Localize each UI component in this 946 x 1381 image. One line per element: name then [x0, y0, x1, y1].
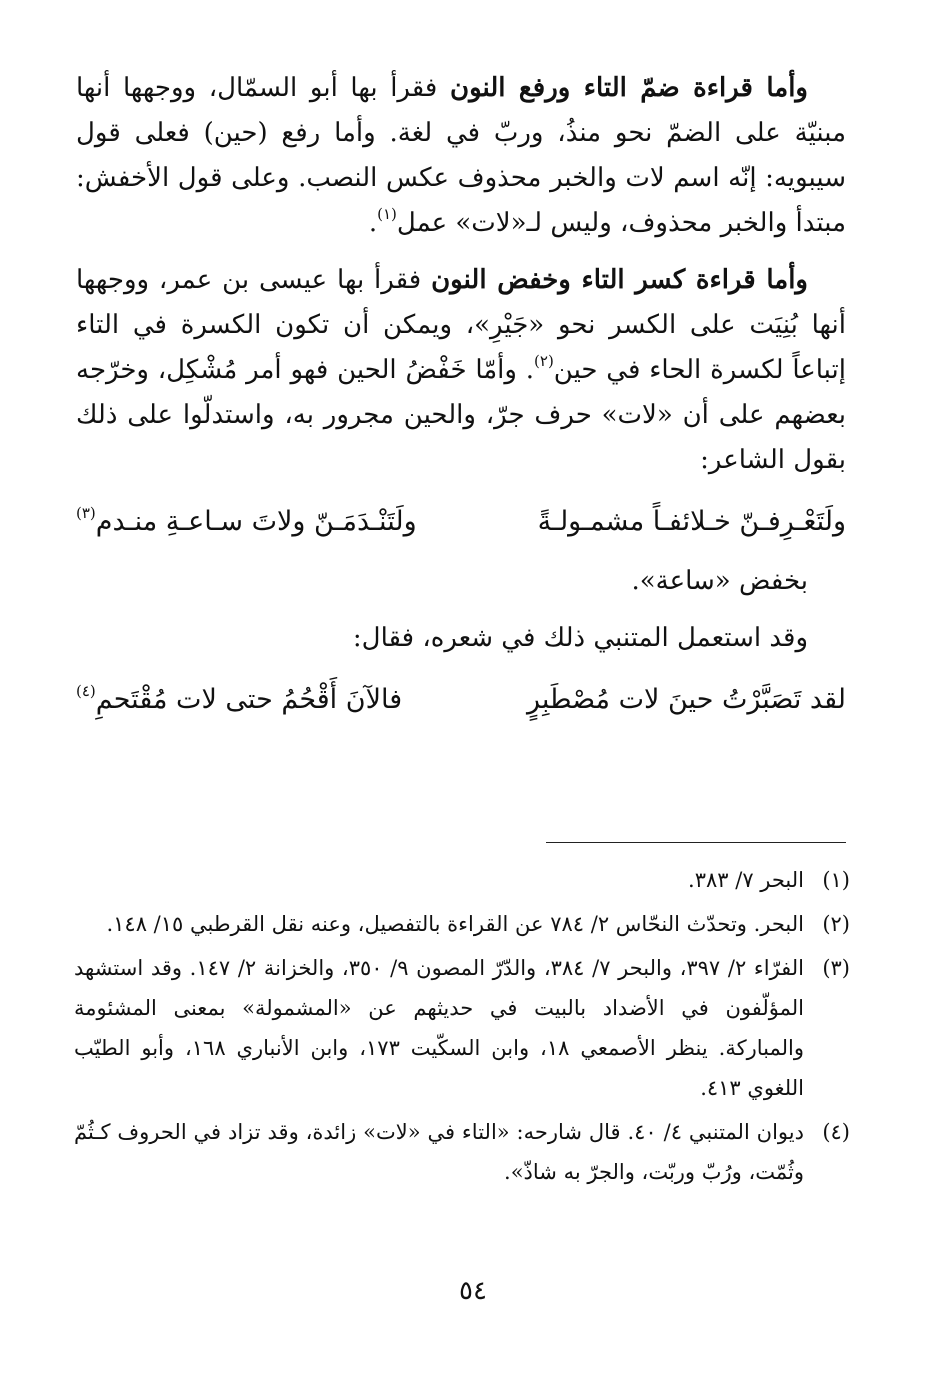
paragraph-text-continued: . وأمّا خَفْضُ الحين فهو أمر مُشْكِل، وخرّجه بعضهم على أن «لات» حرف جرّ، والحين مجرور به، واستدلّوا على ذلك بقول الشاعر: — [76, 355, 846, 475]
verse-second-text: ولَتَنْـدَمَـنّ ولاتَ سـاعـةِ منـدم — [95, 506, 417, 537]
paragraph-damm-reading — [76, 66, 846, 246]
footnote-text: الفرّاء ٢/ ٣٩٧، والبحر ٧/ ٣٨٤، والدّرّ المصون ٩/ ٣٥٠، والخزانة ٢/ ١٤٧. وقد استشهد المؤلّفون في الأضداد بالبيت في حديثهم عن «المشمولة» بمعنى المشئومة والمباركة. ينظر الأصمعي ١٨، وابن السكّيت ١٧٣، وابن الأنباري ١٦٨، وأبو الطيّب اللغوي ٤١٣. — [74, 956, 805, 1100]
footnote-number: (٤) — [822, 1120, 850, 1144]
verse-second-hemistich — [76, 673, 402, 727]
verse-second-text: فالآنَ أَقْحُمُ حتى لات مُقْتَحمِ — [95, 684, 403, 715]
verse-line-mutanabbi — [76, 673, 846, 727]
footnote-text: البحر ٧/ ٣٨٣. — [688, 868, 804, 892]
footnote — [74, 904, 850, 944]
footnote-text: ديوان المتنبي ٤/ ٤٠. قال شارحه: «التاء في «لات» زائدة، وقد تزاد في الحروف كـثُمّ وثُمّت، ورُبّ وربّت، والجرّ به شاذّ». — [74, 1120, 804, 1184]
footnote-ref: (٤) — [76, 682, 96, 700]
footnote-text: البحر. وتحدّث النحّاس ٢/ ٧٨٤ عن القراءة بالتفصيل، وعنه نقل القرطبي ١٥/ ١٤٨. — [106, 912, 804, 936]
paragraph-heading: وأما قراءة ضمّ التاء ورفع النون — [450, 73, 808, 103]
footnote-ref: (٣) — [76, 504, 96, 522]
verse-line — [76, 495, 846, 549]
footnote — [74, 1112, 850, 1192]
paragraph-mutanabbi-intro: وقد استعمل المتنبي ذلك في شعره، فقال: — [352, 623, 808, 653]
footnote-ref: (١) — [377, 205, 397, 223]
paragraph-end: . — [368, 208, 378, 238]
footnote-number: (١) — [822, 868, 850, 892]
paragraph-text: فقرأ بها أبو السمّال، ووجهها أنها مبنيّة على الضمّ نحو منذُ، وربّ في لغة. وأما رفع (حين) فعلى قول سيبويه: إنّه اسم لات والخبر محذوف عكس النصب. وعلى قول الأخفش: مبتدأ والخبر محذوف، وليس لـ«لات» عمل — [76, 73, 846, 238]
paragraph-note-saa: بخفض «ساعة». — [631, 566, 808, 596]
main-text — [76, 66, 846, 737]
paragraph-kasr-reading — [76, 258, 846, 483]
paragraph-heading: وأما قراءة كسر التاء وخفض النون — [431, 265, 808, 295]
verse-first-hemistich: ولَتَعْـرِفـنّ خـلائفـاً مشمـولـةً — [537, 506, 846, 537]
verse-first-hemistich: لقد تَصَبَّرْتُ حينَ لات مُصْطَبِرٍ — [526, 684, 846, 715]
footnote-ref: (٢) — [534, 352, 554, 370]
footnote-divider — [546, 842, 846, 843]
paragraph-text: فقرأ بها عيسى بن عمر، ووجهها أنها بُنِيَت على الكسر نحو «جَيْرِ»، ويمكن أن تكون الكسرة في التاء إتباعاً لكسرة الحاء في حين — [76, 265, 846, 385]
footnote — [74, 948, 850, 1108]
footnote-number: (٢) — [822, 912, 850, 936]
verse-second-hemistich — [76, 495, 417, 549]
footnote-number: (٣) — [822, 956, 850, 980]
page-number: ٥٤ — [459, 1276, 487, 1306]
footnotes — [74, 860, 850, 1196]
footnote — [74, 860, 850, 900]
